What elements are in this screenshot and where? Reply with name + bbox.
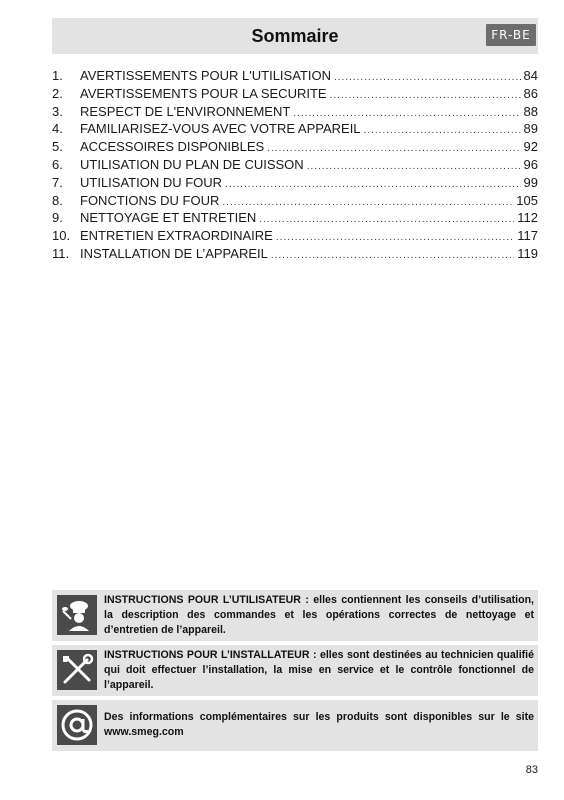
toc-leader-dots bbox=[267, 140, 520, 158]
toc-item-3[interactable] bbox=[52, 103, 538, 121]
toc-page-number: 105 bbox=[516, 192, 538, 208]
toc-leader-dots bbox=[222, 194, 513, 212]
toc-page-number: 86 bbox=[523, 85, 538, 101]
toc-item-4[interactable] bbox=[52, 120, 538, 138]
toc-title: ENTRETIEN EXTRAORDINAIRE bbox=[80, 228, 273, 244]
toc-page-number: 88 bbox=[523, 103, 538, 119]
toc-page-number: 119 bbox=[517, 245, 538, 261]
page-title: Sommaire bbox=[251, 26, 339, 46]
toc-number: 1. bbox=[52, 68, 63, 83]
toc-leader-dots bbox=[271, 247, 514, 265]
toc-number: 7. bbox=[52, 174, 63, 190]
toc-title: AVERTISSEMENTS POUR LA SECURITE bbox=[80, 85, 327, 101]
toc-page-number: 92 bbox=[523, 139, 538, 155]
toc-title: AVERTISSEMENTS POUR L'UTILISATION bbox=[80, 68, 331, 83]
toc-item-2[interactable] bbox=[52, 85, 538, 103]
toc-leader-dots bbox=[330, 87, 521, 105]
toc-leader-dots bbox=[259, 211, 514, 229]
toc-title: FONCTIONS DU FOUR bbox=[80, 192, 220, 208]
table-of-contents bbox=[52, 67, 538, 263]
page-number: 83 bbox=[525, 764, 538, 776]
toc-number: 5. bbox=[52, 139, 63, 155]
toc-item-11[interactable] bbox=[52, 245, 538, 263]
toc-title: RESPECT DE L'ENVIRONNEMENT bbox=[80, 103, 291, 119]
toc-page-number: 112 bbox=[517, 210, 538, 226]
toc-title: NETTOYAGE ET ENTRETIEN bbox=[80, 210, 257, 226]
toc-item-10[interactable] bbox=[52, 227, 538, 245]
toc-title: ACCESSOIRES DISPONIBLES bbox=[80, 139, 265, 155]
web-info-box bbox=[52, 700, 538, 751]
toc-leader-dots bbox=[334, 69, 521, 87]
toc-number: 10. bbox=[52, 228, 71, 244]
toc-page-number: 84 bbox=[523, 68, 538, 83]
toc-leader-dots bbox=[225, 176, 520, 194]
toc-title: FAMILIARISEZ-VOUS AVEC VOTRE APPAREIL bbox=[80, 121, 361, 137]
toc-page-number: 89 bbox=[523, 121, 538, 137]
toc-number: 3. bbox=[52, 103, 63, 119]
toc-page-number: 96 bbox=[523, 156, 538, 172]
installer-instructions-box bbox=[52, 645, 538, 696]
toc-item-9[interactable] bbox=[52, 209, 538, 227]
toc-item-6[interactable] bbox=[52, 156, 538, 174]
at-sign-icon bbox=[57, 705, 97, 745]
toc-leader-dots bbox=[276, 229, 514, 247]
toc-number: 4. bbox=[52, 121, 63, 137]
toc-title: UTILISATION DU FOUR bbox=[80, 174, 223, 190]
web-info-text: Des informations complémentaires sur les produits sont disponibles sur le site www.smeg.com bbox=[104, 711, 534, 738]
toc-item-5[interactable] bbox=[52, 138, 538, 156]
toc-leader-dots bbox=[364, 122, 521, 140]
header-bar bbox=[52, 18, 538, 54]
user-instructions-text: INSTRUCTIONS POUR L’UTILISATEUR : elles contiennent les conseils d’utilisation, la description des commandes et les opérations correctes de nettoyage et d’entretien de l’appareil. bbox=[104, 594, 534, 636]
user-instructions-box bbox=[52, 590, 538, 641]
toc-item-8[interactable] bbox=[52, 192, 538, 210]
language-badge: FR-BE bbox=[486, 24, 536, 46]
toc-item-7[interactable] bbox=[52, 174, 538, 192]
toc-number: 9. bbox=[52, 210, 63, 226]
toc-leader-dots bbox=[307, 158, 521, 176]
toc-item-1[interactable] bbox=[52, 67, 538, 85]
chef-icon bbox=[57, 595, 97, 635]
toc-number: 2. bbox=[52, 85, 63, 101]
tools-icon bbox=[57, 650, 97, 690]
toc-title: UTILISATION DU PLAN DE CUISSON bbox=[80, 156, 304, 172]
toc-title: INSTALLATION DE L’APPAREIL bbox=[80, 245, 268, 261]
toc-number: 11. bbox=[52, 245, 70, 261]
toc-number: 6. bbox=[52, 156, 63, 172]
toc-number: 8. bbox=[52, 192, 63, 208]
toc-page-number: 99 bbox=[523, 174, 538, 190]
toc-page-number: 117 bbox=[517, 228, 538, 244]
installer-instructions-text: INSTRUCTIONS POUR L’INSTALLATEUR : elles sont destinées au technicien qualifié qui doit effectuer l’installation, la mise en service et le contrôle fonctionnel de l’appareil. bbox=[104, 649, 534, 691]
